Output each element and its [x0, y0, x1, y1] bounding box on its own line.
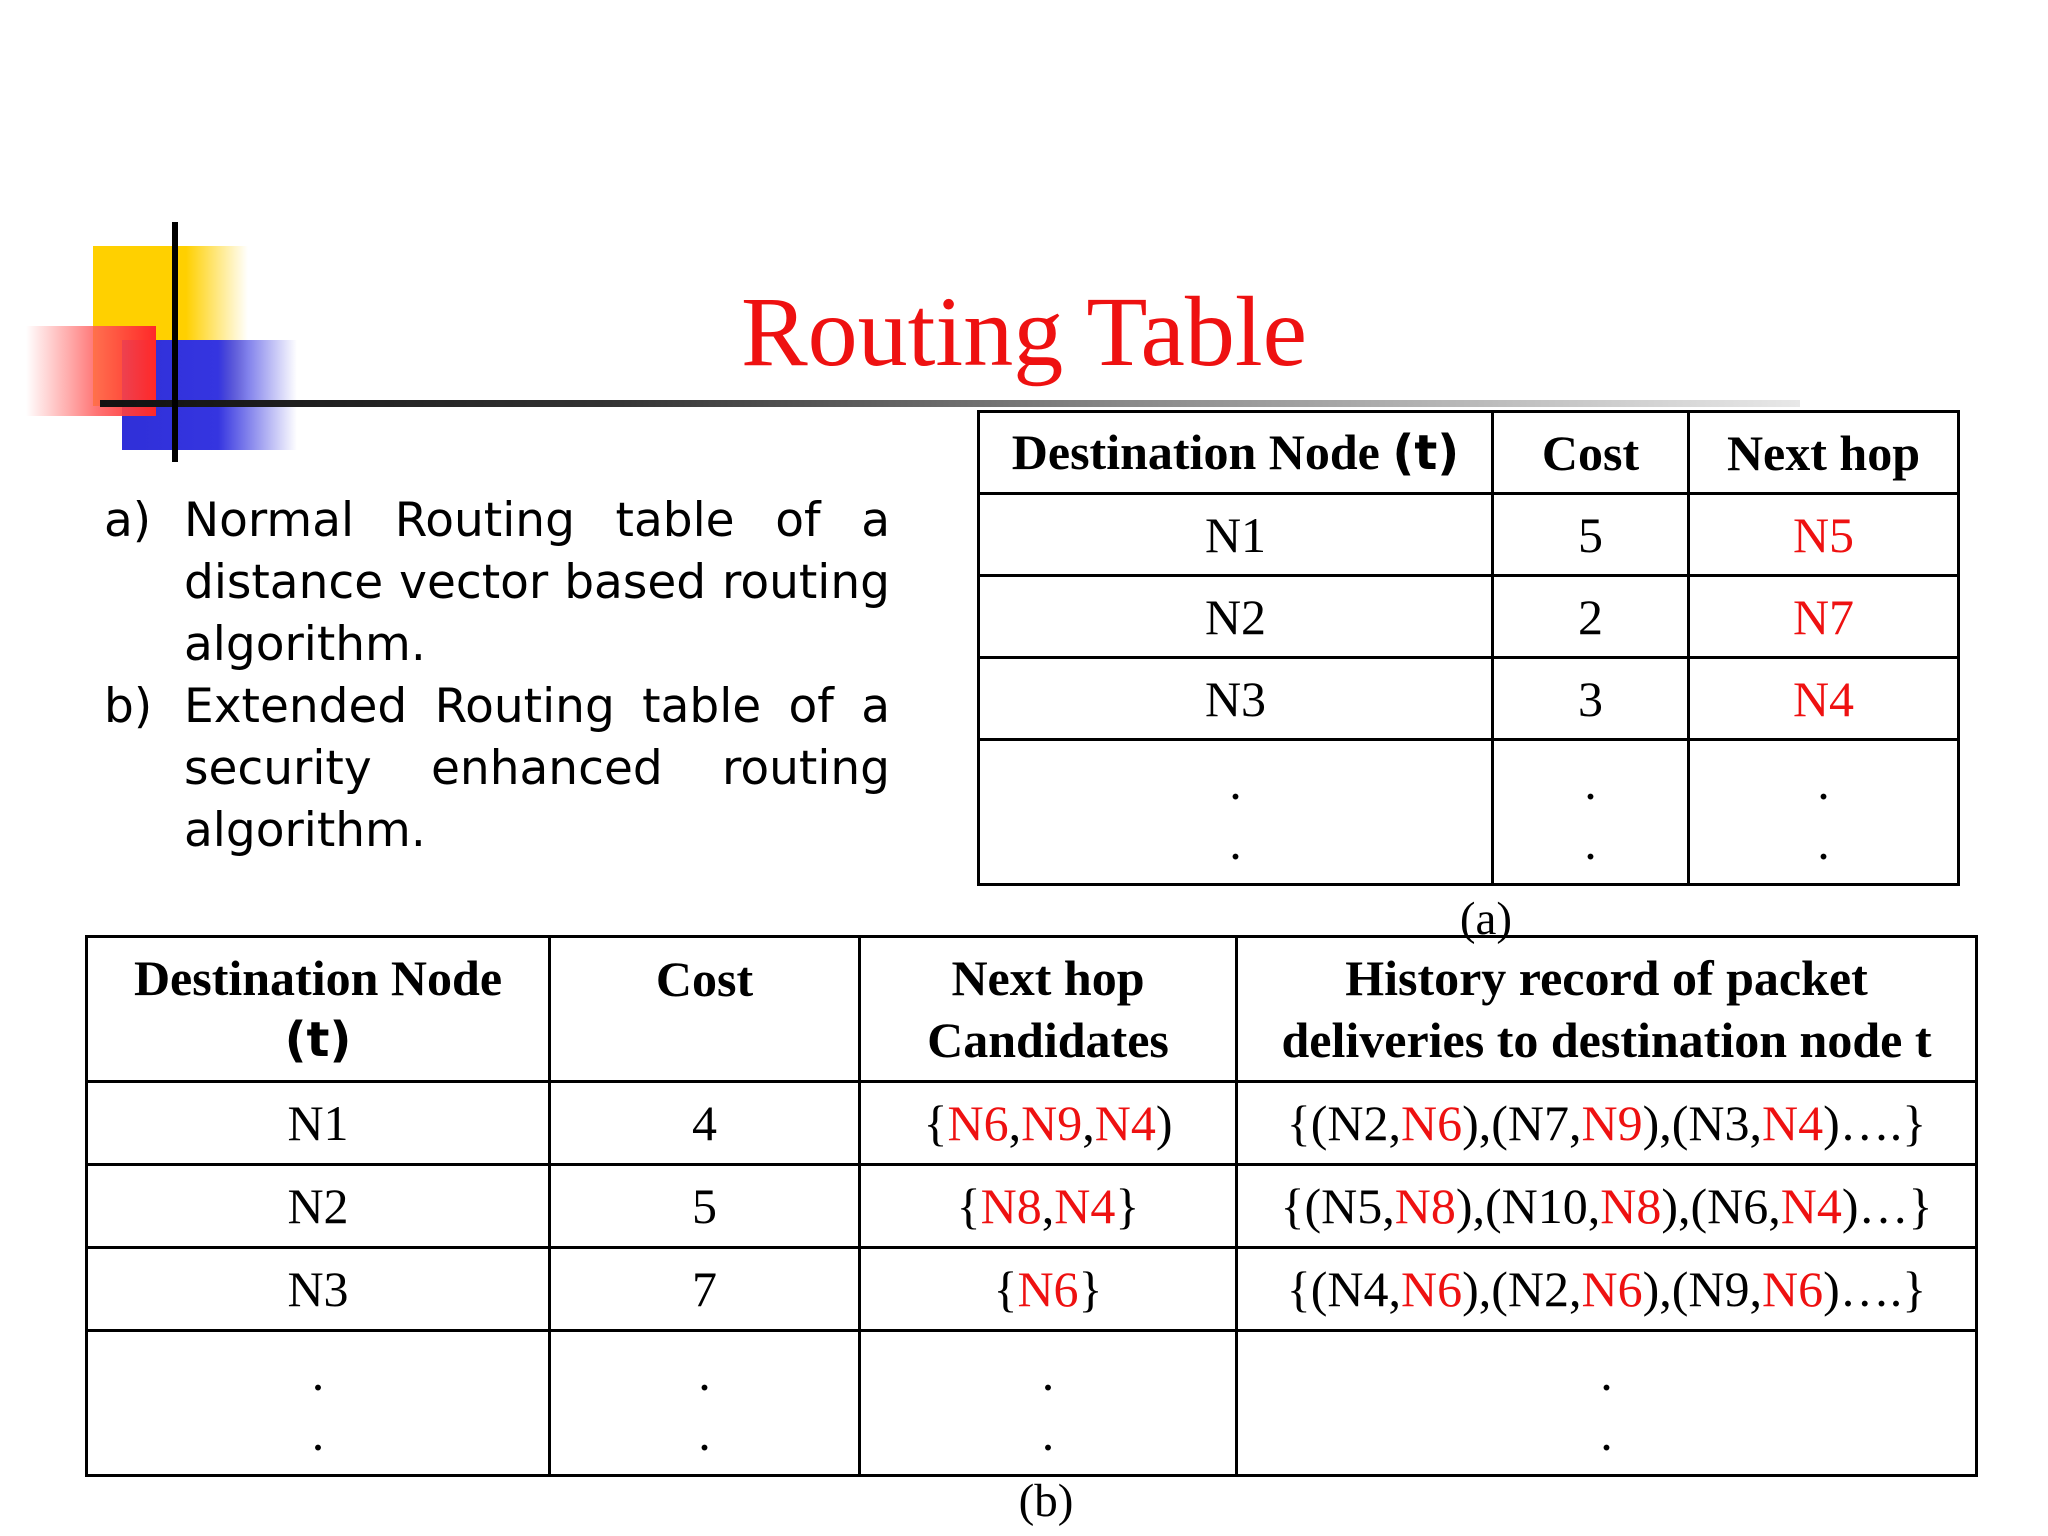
- header-history: [1237, 937, 1977, 1082]
- cell-text: )….}: [1823, 1261, 1927, 1317]
- header-cost: Cost: [1493, 412, 1689, 494]
- table-row: [979, 658, 1959, 740]
- continuation-cell: [860, 1331, 1237, 1476]
- cell-text: ),(N2,: [1462, 1261, 1582, 1317]
- cell-history: [1237, 1248, 1977, 1331]
- cell-history: [1237, 1165, 1977, 1248]
- cell-next-hop: N4: [1689, 658, 1959, 740]
- cell-next-hop: N5: [1689, 494, 1959, 576]
- header-destination-var: (t): [1392, 425, 1460, 481]
- node-id-highlight: N6: [1400, 1261, 1463, 1317]
- continuation-cell: [1689, 740, 1959, 885]
- continuation-cell: [550, 1331, 860, 1476]
- continuation-cell: [87, 1331, 550, 1476]
- node-id-highlight: N9: [1021, 1095, 1083, 1151]
- node-id-highlight: N6: [1762, 1261, 1824, 1317]
- cell-text: ),(N6,: [1661, 1178, 1781, 1234]
- node-id-highlight: N4: [1780, 1178, 1842, 1234]
- header-destination-label: Destination Node: [133, 950, 503, 1006]
- cell-destination: N1: [87, 1082, 550, 1165]
- dot: .: [698, 1345, 711, 1401]
- cell-text: }: [1115, 1178, 1140, 1234]
- header-history-line1: History record of packet: [1345, 950, 1868, 1006]
- node-id-highlight: N8: [980, 1178, 1042, 1234]
- cell-cost: 7: [550, 1248, 860, 1331]
- table-row: [87, 1082, 1977, 1165]
- caption-b: (b): [1018, 1475, 1074, 1527]
- cell-text: ,: [1082, 1095, 1095, 1151]
- cell-text: {: [923, 1095, 948, 1151]
- table-row: [979, 494, 1959, 576]
- cell-text: {(N2,: [1286, 1095, 1401, 1151]
- cell-candidates: [860, 1248, 1237, 1331]
- table-row: [979, 576, 1959, 658]
- cell-text: ),(N7,: [1462, 1095, 1582, 1151]
- cell-destination: N2: [979, 576, 1493, 658]
- cell-text: )…}: [1841, 1178, 1933, 1234]
- cell-text: ),(N10,: [1455, 1178, 1601, 1234]
- table-row: [87, 1165, 1977, 1248]
- header-destination: [979, 412, 1493, 494]
- continuation-row: [979, 740, 1959, 885]
- cell-text: {: [956, 1178, 981, 1234]
- bullet-item: [104, 490, 890, 676]
- cell-text: }: [1078, 1261, 1103, 1317]
- cell-cost: 3: [1493, 658, 1689, 740]
- header-next-hop-candidates: [860, 937, 1237, 1082]
- bullet-text: Normal Routing table of a distance vector based routing algorithm.: [184, 493, 890, 672]
- header-cost: Cost: [550, 937, 860, 1082]
- cell-cost: 5: [1493, 494, 1689, 576]
- dot: .: [698, 1405, 711, 1461]
- node-id-highlight: N8: [1600, 1178, 1662, 1234]
- bullet-text: Extended Routing table of a security enhanced routing algorithm.: [184, 679, 890, 858]
- dot: .: [311, 1405, 325, 1461]
- cell-destination: N1: [979, 494, 1493, 576]
- node-id-highlight: N6: [1017, 1261, 1079, 1317]
- node-id-highlight: N6: [947, 1095, 1009, 1151]
- header-destination-label: Destination Node: [1011, 424, 1380, 480]
- cell-destination: N3: [979, 658, 1493, 740]
- node-id-highlight: N6: [1400, 1095, 1463, 1151]
- dot: .: [1817, 754, 1830, 810]
- cell-text: {(N5,: [1280, 1178, 1395, 1234]
- cell-history: [1237, 1082, 1977, 1165]
- node-id-highlight: N4: [1094, 1095, 1156, 1151]
- header-next-hop-line2: Candidates: [927, 1012, 1169, 1068]
- cell-text: ),(N3,: [1642, 1095, 1763, 1151]
- dot: .: [1041, 1345, 1055, 1401]
- node-id-highlight: N4: [1054, 1178, 1116, 1234]
- dot: .: [1600, 1345, 1613, 1401]
- cell-candidates: [860, 1165, 1237, 1248]
- cell-cost: 2: [1493, 576, 1689, 658]
- bullet-item: [104, 676, 890, 862]
- cell-text: ,: [1041, 1178, 1055, 1234]
- table-row: [87, 1248, 1977, 1331]
- bullet-list: [104, 490, 890, 862]
- dot: .: [1584, 754, 1597, 810]
- dot: .: [1600, 1405, 1613, 1461]
- continuation-row: [87, 1331, 1977, 1476]
- dot: .: [1041, 1405, 1055, 1461]
- cell-text: )….}: [1823, 1095, 1927, 1151]
- caption-a: (a): [1459, 893, 1513, 945]
- extended-routing-table: [85, 935, 1978, 1477]
- dot: .: [1584, 814, 1597, 870]
- header-history-line2: deliveries to destination node t: [1281, 1012, 1932, 1068]
- continuation-cell: [979, 740, 1493, 885]
- normal-routing-table: [977, 410, 1960, 886]
- continuation-cell: [1237, 1331, 1977, 1476]
- bullet-marker: a): [104, 493, 152, 548]
- cell-candidates: [860, 1082, 1237, 1165]
- continuation-cell: [1493, 740, 1689, 885]
- cell-text: ,: [1008, 1095, 1022, 1151]
- header-next-hop-line1: Next hop: [951, 950, 1145, 1006]
- cell-text: ),(N9,: [1642, 1261, 1763, 1317]
- slide-title: Routing Table: [740, 276, 1308, 387]
- node-id-highlight: N6: [1581, 1261, 1643, 1317]
- dot: .: [1229, 754, 1242, 810]
- header-destination-var: (t): [284, 1012, 352, 1068]
- node-id-highlight: N4: [1762, 1095, 1824, 1151]
- cell-cost: 4: [550, 1082, 860, 1165]
- node-id-highlight: N8: [1394, 1178, 1456, 1234]
- header-destination: [87, 937, 550, 1082]
- cell-text: {(N4,: [1286, 1261, 1401, 1317]
- node-id-highlight: N9: [1581, 1095, 1643, 1151]
- cell-destination: N3: [87, 1248, 550, 1331]
- dot: .: [1817, 814, 1830, 870]
- dot: .: [1229, 814, 1242, 870]
- dot: .: [311, 1345, 325, 1401]
- cell-text: ): [1155, 1095, 1173, 1151]
- cell-cost: 5: [550, 1165, 860, 1248]
- table-header-row: [87, 937, 1977, 1082]
- bullet-marker: b): [104, 679, 153, 734]
- cell-next-hop: N7: [1689, 576, 1959, 658]
- cell-destination: N2: [87, 1165, 550, 1248]
- header-next-hop: Next hop: [1689, 412, 1959, 494]
- cell-text: {: [993, 1261, 1018, 1317]
- decor-horizontal-rule: [100, 400, 1800, 407]
- table-header-row: [979, 412, 1959, 494]
